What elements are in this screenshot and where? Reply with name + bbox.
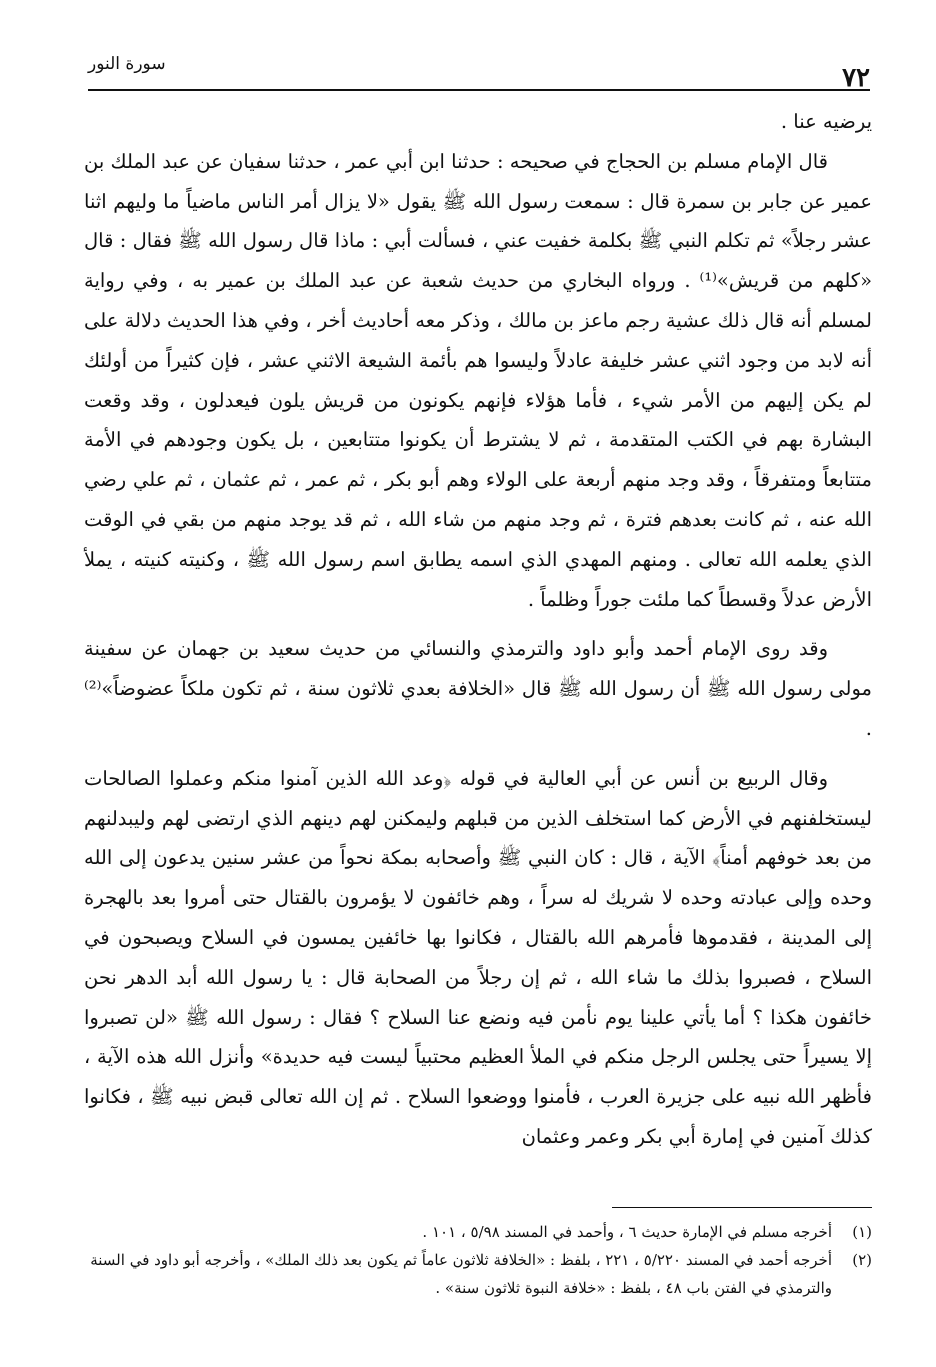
footnote-number: (٢) xyxy=(852,1251,872,1269)
page-header xyxy=(88,48,870,92)
footnote-text: أخرجه مسلم في الإمارة حديث ٦ ، وأحمد في المسند ٥/٩٨ ، ١٠١ . xyxy=(422,1223,832,1241)
paragraph-gap xyxy=(84,619,872,629)
footnote-number: (١) xyxy=(852,1223,872,1241)
footnote-rule xyxy=(612,1207,872,1208)
paragraph-continuation: يرضيه عنا . xyxy=(780,110,872,133)
footnote-item xyxy=(90,1246,872,1302)
paragraph-rabi-narration: وقال الربيع بن أنس عن أبي العالية في قوله ﴿وعد الله الذين آمنوا منكم وعملوا الصالحات ليستخلفنهم في الأرض كما استخلف الذين من قبلهم وليمكنن لهم دينهم الذي ارتضى لهم وليبدلنهم من بعد خوفهم أمناً﴾ الآية ، قال : كان النبي ﷺ وأصحابه بمكة نحواً من عشر سنين يدعون إلى الله وحده وإلى عبادته وحده لا شريك له سراً ، وهم خائفون لا يؤمرون بالقتال حتى أمروا بعد بالهجرة إلى المدينة ، فقدموها فأمرهم الله بالقتال ، فكانوا بها خائفين يمسون في السلاح ويصبحون في السلاح ، فصبروا بذلك ما شاء الله ، ثم إن رجلاً من الصحابة قال : يا رسول الله أبد الدهر نحن خائفون هكذا ؟ أما يأتي علينا يوم نأمن فيه ونضع عنا السلاح ؟ فقال : رسول الله ﷺ «لن تصبروا إلا يسيراً حتى يجلس الرجل منكم في الملأ العظيم محتبياً ليست فيه حديدة» وأنزل الله هذه الآية ، فأظهر الله نبيه على جزيرة العرب ، فأمنوا ووضعوا السلاح . ثم إن الله تعالى قبض نبيه ﷺ ، فكانوا كذلك آمنين في إمارة أبي بكر وعمر وعثمان xyxy=(84,766,872,1148)
running-title: سورة النور xyxy=(88,54,166,74)
main-text xyxy=(84,102,872,1157)
footnote-text: أخرجه أحمد في المسند ٥/٢٢٠ ، ٢٢١ ، بلفظ : «الخلافة ثلاثون عاماً ثم يكون بعد ذلك الملك» ، وأخرجه أبو داود في السنة والترمذي في الفتن باب ٤٨ ، بلفظ : «خلافة النبوة ثلاثون سنة» . xyxy=(90,1251,832,1297)
footnote-item xyxy=(90,1218,872,1246)
paragraph-gap xyxy=(84,749,872,759)
header-rule xyxy=(88,89,870,91)
footnotes xyxy=(90,1218,872,1302)
page-number: ٧٢ xyxy=(842,63,870,93)
paragraph-muslim-hadith: قال الإمام مسلم بن الحجاج في صحيحه : حدثنا ابن أبي عمر ، حدثنا سفيان عن عبد الملك بن عمير عن جابر بن سمرة قال : سمعت رسول الله ﷺ يقول «لا يزال أمر الناس ماضياً ما وليهم اثنا عشر رجلاً» ثم تكلم النبي ﷺ بكلمة خفيت عني ، فسألت أبي : ماذا قال رسول الله ﷺ فقال : قال «كلهم من قريش»⁽¹⁾ . ورواه البخاري من حديث شعبة عن عبد الملك بن عمير به ، وفي رواية لمسلم أنه قال ذلك عشية رجم ماعز بن مالك ، وذكر معه أحاديث أخر ، وفي هذا الحديث دلالة على أنه لابد من وجود اثني عشر خليفة عادلاً وليسوا هم بأئمة الشيعة الاثني عشر ، فإن كثيراً من أولئك لم يكن إليهم من الأمر شيء ، فأما هؤلاء فإنهم يكونون من قريش يلون فيعدلون ، وقد وقعت البشارة بهم في الكتب المتقدمة ، ثم لا يشترط أن يكونوا متتابعين ، بل يكون وجودهم في الأمة متتابعاً ومتفرقاً ، وقد وجد منهم أربعة على الولاء وهم أبو بكر ، ثم عمر ، ثم عثمان ، ثم علي رضي الله عنه ، ثم كانت بعدهم فترة ، ثم وجد منهم من شاء الله ، ثم قد يوجد منهم من بقي في الوقت الذي يعلمه الله تعالى . ومنهم المهدي الذي اسمه يطابق اسم رسول الله ﷺ ، وكنيته كنيته ، يملأ الأرض عدلاً وقسطاً كما ملئت جوراً وظلماً . xyxy=(84,149,873,611)
paragraph-ahmad-hadith: وقد روى الإمام أحمد وأبو داود والترمذي والنسائي من حديث سعيد بن جهمان عن سفينة مولى رسول الله ﷺ أن رسول الله ﷺ قال «الخلافة بعدي ثلاثون سنة ، ثم تكون ملكاً عضوضاً»⁽²⁾ . xyxy=(84,637,872,740)
